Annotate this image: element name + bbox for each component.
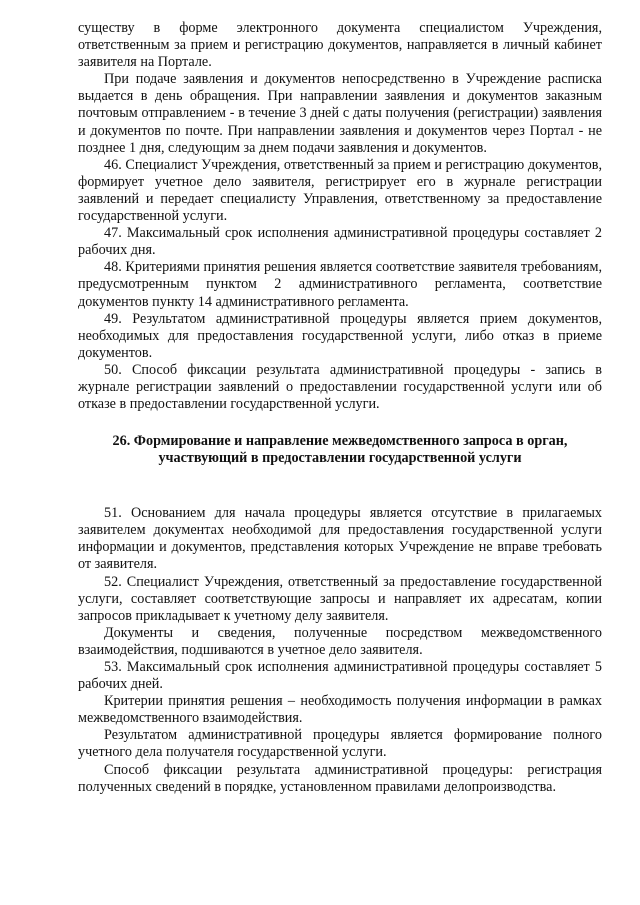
paragraph-48: 48. Критериями принятия решения является соответствие заявителя требованиям, предусмотренным пунктом 2 административного регламента, соответствие документов пункту 14 административного регламента. — [78, 259, 602, 310]
paragraph-53: 53. Максимальный срок исполнения административной процедуры составляет 5 рабочих дней. — [78, 659, 602, 693]
paragraph-46: 46. Специалист Учреждения, ответственный за прием и регистрацию документов, формирует учетное дело заявителя, регистрирует его в журнале регистрации заявлений и передает специалисту Управления, ответственному за предоставление государственной услуги. — [78, 156, 602, 225]
paragraph-documents-and-info: Документы и сведения, полученные посредством межведомственного взаимодействия, подшиваются в учетное дело заявителя. — [78, 624, 602, 658]
paragraph-50: 50. Способ фиксации результата административной процедуры - запись в журнале регистрации заявлений о предоставлении государственной услуги или об отказе в предоставлении государственной услуги. — [78, 361, 602, 413]
paragraph-49: 49. Результатом административной процедуры является прием документов, необходимых для предоставления государственной услуги, либо отказ в приеме документов. — [78, 310, 602, 361]
document-page — [78, 20, 602, 796]
paragraph-procedure-result: Результатом административной процедуры является формирование полного учетного дела получателя государственной услуги. — [78, 727, 602, 761]
paragraph-decision-criteria: Критерии принятия решения – необходимость получения информации в рамках межведомственного взаимодействия. — [78, 693, 602, 727]
paragraph-51: 51. Основанием для начала процедуры является отсутствие в прилагаемых заявителем документах необходимой для предоставления государственной услуги информации и документов, представления которых Учреждение не вправе требовать от заявителя. — [78, 505, 602, 573]
paragraph-continuation: существу в форме электронного документа специалистом Учреждения, ответственным за прием и регистрацию документов, направляется в личный кабинет заявителя на Портале. — [78, 20, 602, 71]
paragraph-52: 52. Специалист Учреждения, ответственный за предоставление государственной услуги, составляет соответствующие запросы и направляет их адресатам, копии запросов прикладывает к учетному делу заявителя. — [78, 573, 602, 624]
section-heading-line-1: 26. Формирование и направление межведомственного запроса в орган, — [112, 433, 568, 450]
section-heading-line-2: участвующий в предоставлении государственной услуги — [158, 450, 522, 467]
section-heading — [78, 433, 602, 467]
paragraph-recording-method: Способ фиксации результата административной процедуры: регистрация полученных сведений в порядке, установленном правилами делопроизводства. — [78, 761, 602, 795]
paragraph-47: 47. Максимальный срок исполнения административной процедуры составляет 2 рабочих дня. — [78, 225, 602, 259]
paragraph-receipt: При подаче заявления и документов непосредственно в Учреждение расписка выдается в день обращения. При направлении заявления и документов заказным почтовым отправлением - в течение 3 дней с даты получения (регистрации) заявления и документов по почте. При направлении заявления и документов через Портал - не позднее 1 дня, следующим за днем подачи заявления и документов. — [78, 71, 602, 156]
